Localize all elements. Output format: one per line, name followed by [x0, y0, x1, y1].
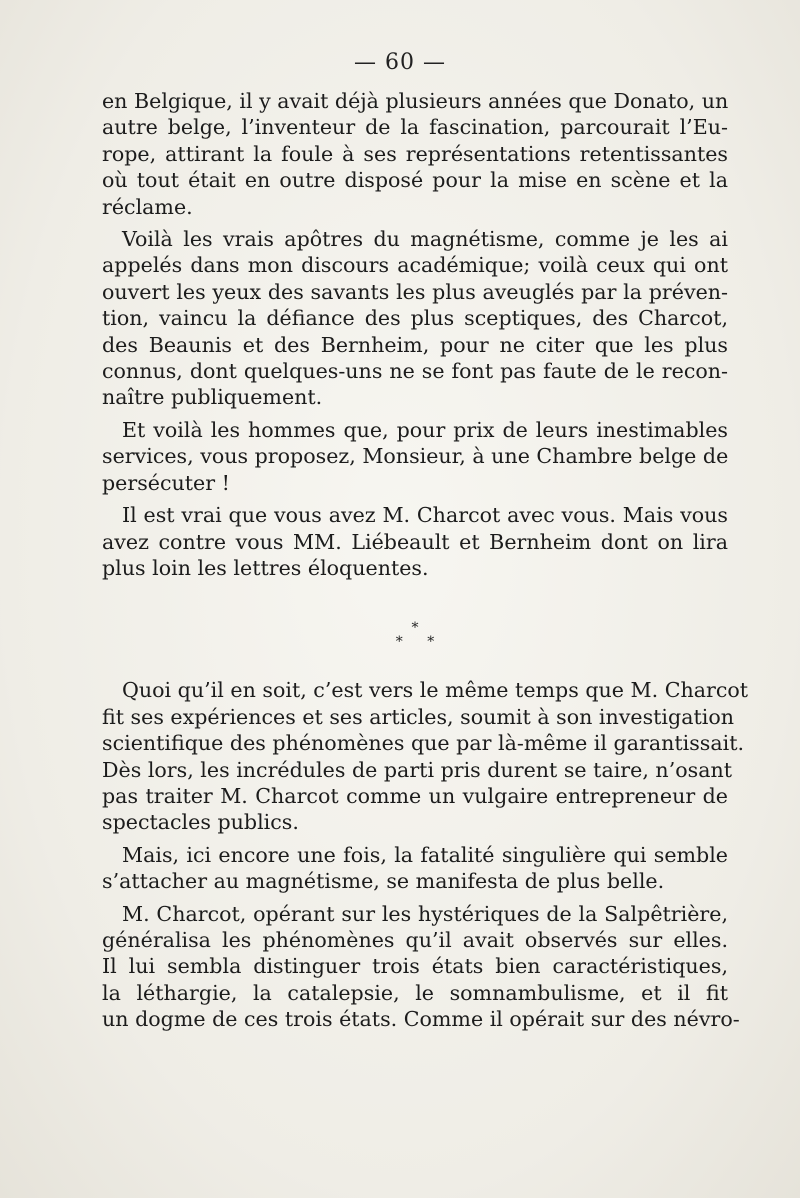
- text-line: M. Charcot, opérant sur les hystériques de la Salpêtrière,: [122, 901, 728, 926]
- paragraph-3: [102, 417, 728, 496]
- text-line: rope, attirant la foule à ses représentations retentissantes: [102, 141, 728, 166]
- text-line: plus loin les lettres éloquentes.: [102, 555, 429, 580]
- text-line: en Belgique, il y avait déjà plusieurs années que Donato, un: [102, 89, 729, 113]
- text-line: des Beaunis et des Bernheim, pour ne citer que les plus: [102, 332, 728, 357]
- paragraph-1: [102, 88, 728, 220]
- text-line: Il lui sembla distinguer trois états bien caractéristiques,: [102, 954, 728, 979]
- text-line: Voilà les vrais apôtres du magnétisme, comme je les ai: [122, 227, 728, 252]
- paragraph-7: [102, 901, 740, 1033]
- text-line: où tout était en outre disposé pour la mise en scène et la: [102, 168, 728, 193]
- paragraph-2: [102, 226, 728, 411]
- asterism-bottom: * *: [395, 634, 445, 651]
- text-line: ouvert les yeux des savants les plus aveuglés par la préven-: [102, 279, 728, 304]
- text-line: un dogme de ces trois états. Comme il opérait sur des névro-: [102, 1007, 740, 1032]
- body-text: [102, 88, 749, 1033]
- section-separator: [102, 581, 728, 677]
- text-line: Dès lors, les incrédules de parti pris durent se taire, n’osant: [102, 757, 733, 782]
- text-line: persécuter !: [102, 470, 230, 495]
- text-line: pas traiter M. Charcot comme un vulgaire entrepreneur de: [102, 783, 728, 808]
- text-line: Quoi qu’il en soit, c’est vers le même temps que M. Charcot: [122, 678, 749, 703]
- text-line: autre belge, l’inventeur de la fascination, parcourait l’Eu-: [102, 115, 728, 140]
- paragraph-4: [102, 502, 728, 581]
- text-line: fit ses expériences et ses articles, soumit à son investigation: [102, 704, 735, 729]
- text-line: naître publiquement.: [102, 385, 323, 410]
- text-line: connus, dont quelques-uns ne se font pas faute de le recon-: [102, 359, 728, 384]
- text-line: Il est vrai que vous avez M. Charcot avec vous. Mais vous: [122, 503, 728, 528]
- text-line: appelés dans mon discours académique; voilà ceux qui ont: [102, 253, 728, 278]
- text-line: réclame.: [102, 194, 193, 219]
- text-line: spectacles publics.: [102, 810, 299, 835]
- text-line: scientifique des phénomènes que par là-même il garantissait.: [102, 731, 745, 756]
- paragraph-6: [102, 842, 728, 895]
- text-line: Et voilà les hommes que, pour prix de leurs inestimables: [122, 417, 728, 442]
- asterism-top: *: [411, 620, 419, 637]
- page-number: — 60 —: [354, 50, 446, 75]
- paragraph-5: [102, 677, 749, 835]
- text-line: tion, vaincu la défiance des plus sceptiques, des Charcot,: [102, 306, 728, 331]
- text-line: généralisa les phénomènes qu’il avait observés sur elles.: [102, 927, 728, 952]
- text-line: avez contre vous MM. Liébeault et Bernheim dont on lira: [102, 529, 728, 554]
- text-line: la léthargie, la catalepsie, le somnambulisme, et il fit: [102, 980, 728, 1005]
- text-line: s’attacher au magnétisme, se manifesta de plus belle.: [102, 869, 665, 894]
- text-line: services, vous proposez, Monsieur, à une Chambre belge de: [102, 444, 729, 469]
- text-line: Mais, ici encore une fois, la fatalité singulière qui semble: [122, 842, 728, 867]
